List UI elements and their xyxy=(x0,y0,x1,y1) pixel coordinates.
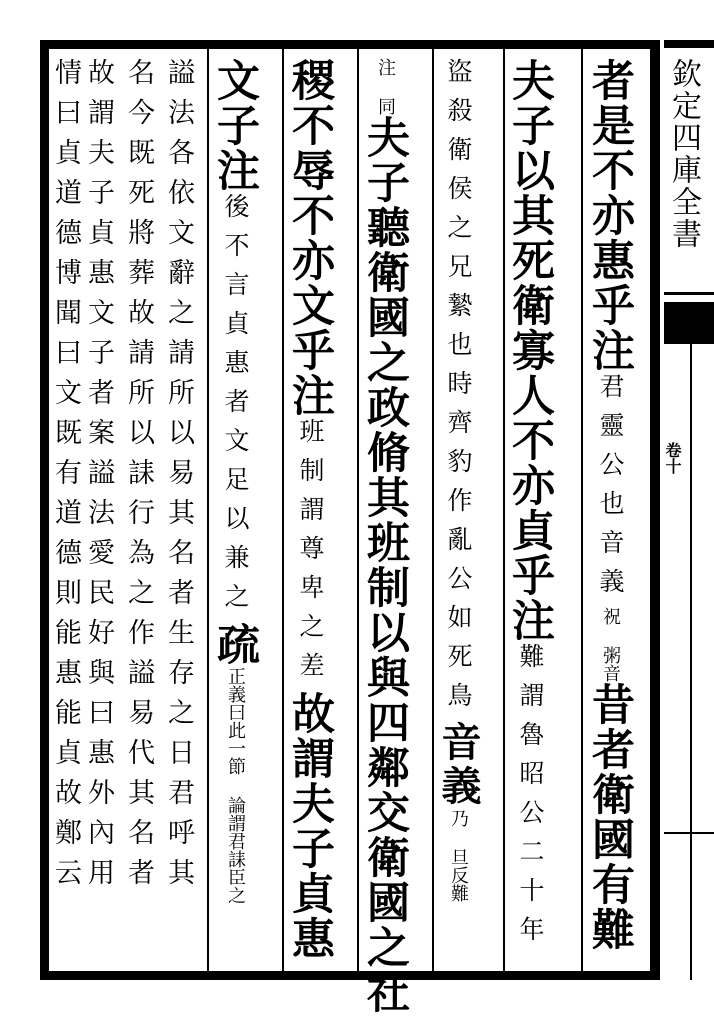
annotation-text: 謚法各依文辭之請所以易其名者生存之日君呼其 xyxy=(163,58,194,898)
fish-tail-line xyxy=(664,292,714,295)
column-rule xyxy=(581,49,583,971)
annotation-text: 故謂夫子貞惠文子者案謚法愛民好與曰惠外內用 xyxy=(83,58,114,898)
fish-tail-block xyxy=(664,302,714,344)
main-text: 昔者衛國有難 xyxy=(585,682,635,952)
annotation-text: 難謂魯昭公二十年 xyxy=(516,643,545,955)
annotation-text: 後不言貞惠者文足以兼之 xyxy=(221,193,250,622)
text-column xyxy=(85,58,112,968)
main-text: 故謂夫子貞惠 xyxy=(285,691,335,961)
text-column xyxy=(52,58,79,968)
fold-top-border xyxy=(664,40,714,48)
main-text: 夫子以其死衛寡人不亦貞乎注 xyxy=(505,58,555,643)
fold-center-line xyxy=(690,344,692,980)
annotation-text: 君靈公也音義 xyxy=(596,373,625,607)
annotation-text: 乃 旦反難 xyxy=(448,809,469,902)
volume-label: 卷十 xyxy=(663,442,682,474)
annotation-text: 祝 粥音 xyxy=(600,607,621,682)
frame-right-border xyxy=(650,40,660,980)
annotation-text: 班制謂尊卑之差 xyxy=(296,418,325,691)
column-rule xyxy=(282,49,284,971)
text-column xyxy=(210,58,260,968)
main-text: 者是不亦惠乎注 xyxy=(585,58,635,373)
text-column xyxy=(435,58,482,968)
text-column xyxy=(585,58,635,968)
column-rule xyxy=(432,49,434,971)
annotation-text: 注 同 xyxy=(375,58,396,115)
annotation-text: 正義曰此一節 論謂君誄臣之 xyxy=(225,667,246,904)
text-column xyxy=(125,58,152,968)
fold-divider xyxy=(664,832,714,834)
frame-left-border xyxy=(40,40,49,980)
main-text: 疏 xyxy=(210,622,260,667)
annotation-text: 名今既死將葬故請所以誄行為之作謚易代其名者 xyxy=(123,58,154,898)
main-text: 音義 xyxy=(435,721,482,809)
text-column xyxy=(165,58,192,968)
main-text: 夫子聽衛國之政脩其班制以與四鄰交衛國之社 xyxy=(360,115,410,1015)
main-text: 稷不辱不亦文乎注 xyxy=(285,58,335,418)
text-column xyxy=(285,58,335,968)
column-rule xyxy=(207,49,209,971)
column-rule xyxy=(357,49,359,971)
text-column xyxy=(360,58,410,1015)
main-text: 文子注 xyxy=(210,58,260,193)
frame-bottom-border xyxy=(40,971,660,980)
annotation-text: 盜殺衛侯之兄縶也時齊豹作亂公如死鳥 xyxy=(444,58,473,721)
frame-top-border xyxy=(40,40,660,49)
book-title: 欽定四庫全書 xyxy=(666,58,701,250)
annotation-text: 情曰貞道德博聞曰文既有道德則能惠能貞故鄭云 xyxy=(50,58,81,898)
text-column xyxy=(505,58,555,968)
